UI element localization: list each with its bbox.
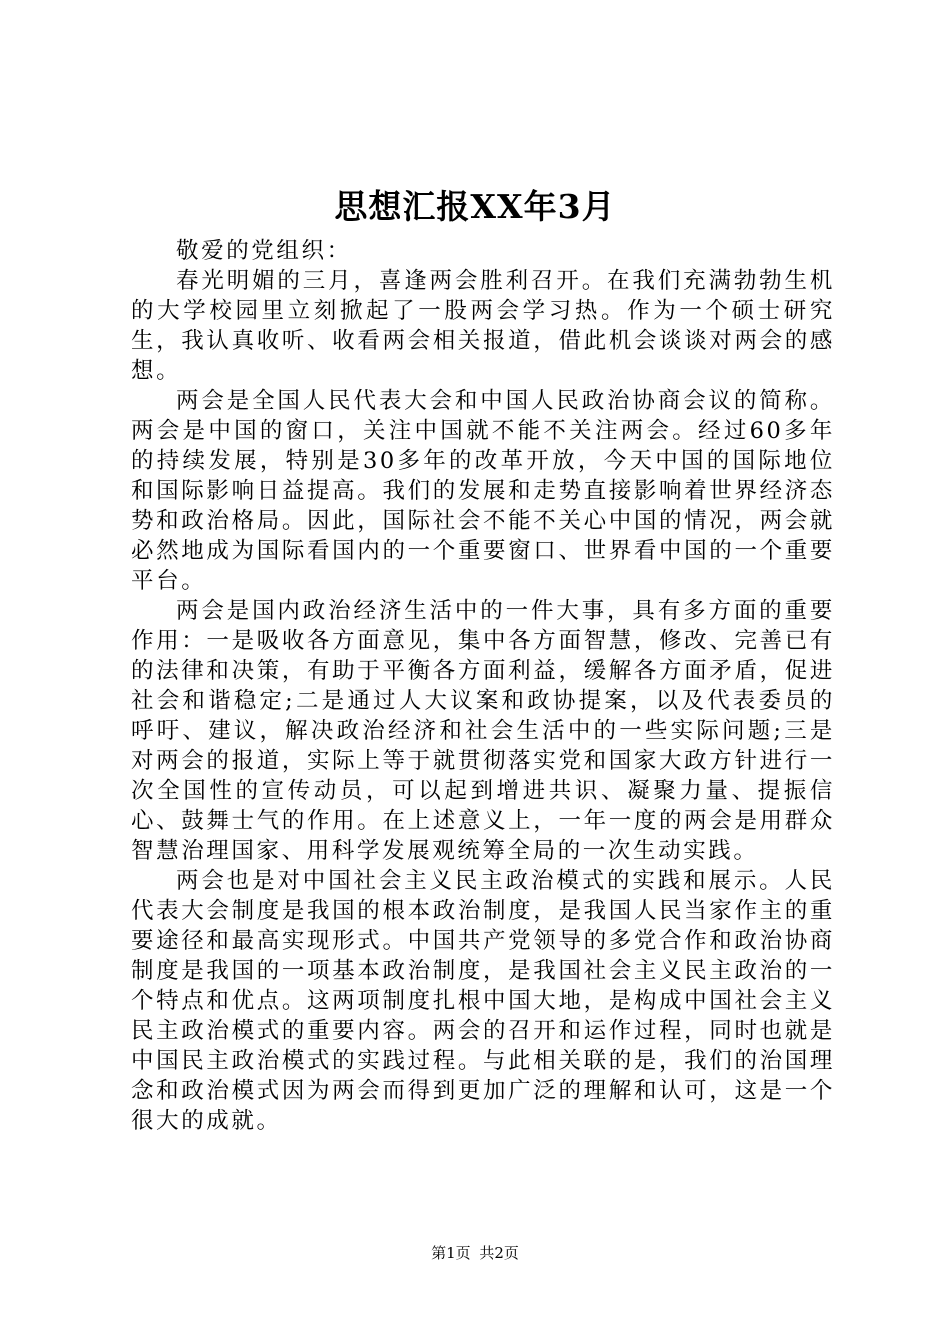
page-footer — [0, 1243, 950, 1263]
page-title: 思想汇报XX年3月 — [334, 187, 616, 226]
salutation: 敬爱的党组织： — [176, 238, 352, 264]
document-body — [131, 236, 835, 1136]
paragraph: 两会也是对中国社会主义民主政治模式的实践和展示。人民代表大会制度是我国的根本政治制度，是我国人民当家作主的重要途径和最高实现形式。中国共产党领导的多党合作和政治协商制度是我国的一项基本政治制度，是我国社会主义民主政治的一个特点和优点。这两项制度扎根中国大地，是构成中国社会主义民主政治模式的重要内容。两会的召开和运作过程，同时也就是中国民主政治模式的实践过程。与此相关联的是，我们的治国理念和政治模式因为两会而得到更加广泛的理解和认可，这是一个很大的成就。 — [131, 868, 835, 1134]
paragraph: 两会是全国人民代表大会和中国人民政治协商会议的简称。两会是中国的窗口，关注中国就不能不关注两会。经过60多年的持续发展，特别是30多年的改革开放，今天中国的国际地位和国际影响日益提高。我们的发展和走势直接影响着世界经济态势和政治格局。因此，国际社会不能不关心中国的情况，两会就必然地成为国际看国内的一个重要窗口、世界看中国的一个重要平台。 — [131, 388, 835, 594]
paragraph: 两会是国内政治经济生活中的一件大事，具有多方面的重要作用：一是吸收各方面意见，集中各方面智慧，修改、完善已有的法律和决策，有助于平衡各方面利益，缓解各方面矛盾，促进社会和谐稳定;二是通过人大议案和政协提案，以及代表委员的呼吁、建议，解决政治经济和社会生活中的一些实际问题;三是对两会的报道，实际上等于就贯彻落实党和国家大政方针进行一次全国性的宣传动员，可以起到增进共识、凝聚力量、提振信心、鼓舞士气的作用。在上述意义上，一年一度的两会是用群众智慧治理国家、用科学发展观统筹全局的一次生动实践。 — [131, 598, 835, 864]
paragraph: 春光明媚的三月，喜逢两会胜利召开。在我们充满勃勃生机的大学校园里立刻掀起了一股两会学习热。作为一个硕士研究生，我认真收听、收看两会相关报道，借此机会谈谈对两会的感想。 — [131, 268, 835, 384]
page-number-current: 第1页 — [431, 1244, 471, 1262]
page-number-total: 共2页 — [479, 1244, 519, 1262]
